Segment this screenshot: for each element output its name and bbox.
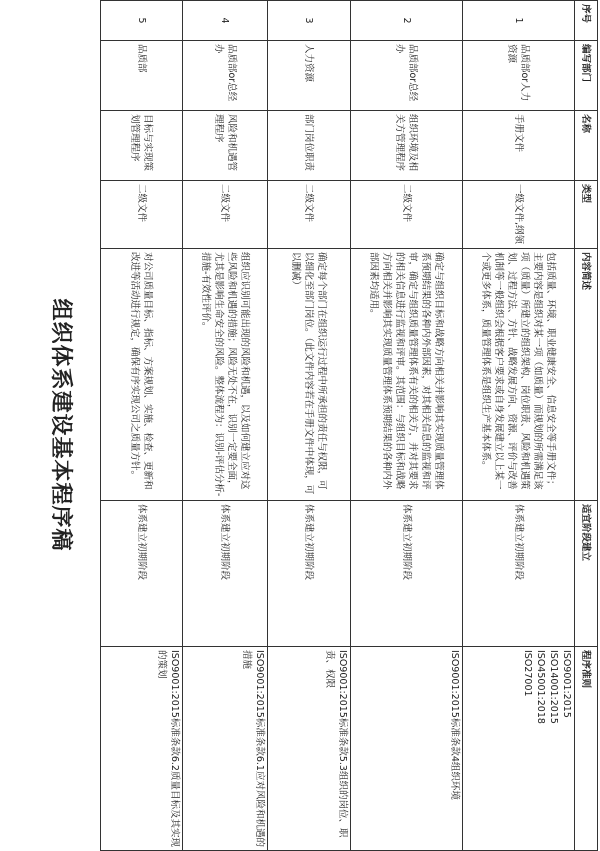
cell-stage: 体系建立初期阶段	[101, 501, 183, 647]
std-line: ISO9001:2015	[561, 650, 572, 718]
cell-dept: 品质部	[101, 41, 183, 111]
header-dept: 编写部门	[575, 41, 598, 111]
header-no: 序号	[575, 1, 598, 41]
std-line: ISO9001:2015标准条款4组织环境	[449, 650, 460, 800]
std-line: ISO14001:2015	[548, 650, 559, 724]
cell-stage: 体系建立初期阶段	[183, 501, 268, 647]
cell-no: 2	[351, 1, 463, 41]
cell-name: 风险和机遇管理程序	[183, 111, 268, 181]
header-desc: 内容简述	[575, 249, 598, 501]
cell-name: 部门岗位职责	[268, 111, 351, 181]
table-row	[183, 1, 268, 851]
header-name: 名称	[575, 111, 598, 181]
cell-type: 二级文件	[101, 181, 183, 249]
cell-desc: 确定每个部门在组织运行过程中所承担的责任与权限，可以细化至部门岗位。（此文件内容若在手册文件中体现，可以删减）	[268, 249, 351, 501]
std-line: ISO27001	[522, 650, 533, 697]
cell-desc: 包括质量、环境、职业健康安全、信息安全等手册文件；主要内容是组织对某一项（如质量）而规划的所需满足该项（质量）所建立的组织架构、岗位职责、风险和机遇策划、过程方法、方针、战略发展方向、资源、评价与改善机制等一般组织会根据客户要求或自身发展建立以上某一个或更多体系，质量管理体系是组织生产基本体系。	[463, 249, 575, 501]
table-row	[463, 1, 575, 851]
cell-dept: 品质部or总经办	[351, 41, 463, 111]
document-title: 组织体系建设基本程序稿	[48, 298, 73, 552]
cell-desc: 组织应识别可能出现的风险和机遇，以及如何建立应对这些风险和机遇的措施；风险无处不在，识别一定要全面，尤其是影响生命安全的风险。整体流程为：识别-评估分析-措施-有效性评价。	[183, 249, 268, 501]
table-row	[351, 1, 463, 851]
cell-name: 组织环境及相关方管理程序	[351, 111, 463, 181]
cell-stage: 体系建立初期阶段	[351, 501, 463, 647]
std-line: ISO9001:2015标准条款6.2质量目标及其实现的策划	[156, 650, 180, 847]
header-std: 程序准则	[575, 647, 598, 851]
cell-stage: 体系建立初期阶段	[463, 501, 575, 647]
cell-std	[351, 647, 463, 851]
cell-type: 二级文件	[268, 181, 351, 249]
cell-dept: 品质部or人力资源	[463, 41, 575, 111]
cell-std	[101, 647, 183, 851]
cell-desc: 确定与组织目标和战略方向相关并影响其实现质量管理体系预期结果的各种内外部因素，对其相关信息的监视和评审，确定与组织质量管理体系有关的相关方，并对其要求的相关信息进行监视和评审。其范围：与组织目标和战略方向相关并影响其实现质量管理体系预期结果的各种内外部因素均适用。	[351, 249, 463, 501]
header-stage: 适宜阶段建立	[575, 501, 598, 647]
std-line: ISO9001:2015标准条款6.1应对风险和机遇的措施	[241, 650, 265, 847]
cell-type: 一级文件,纲领	[463, 181, 575, 249]
cell-stage: 体系建立初期阶段	[268, 501, 351, 647]
cell-desc: 对公司质量目标、指标、方案规划、实施、检查、更新和改进等活动进行规定，确保有序实现公司之质量方针。	[101, 249, 183, 501]
procedure-table	[100, 0, 598, 851]
cell-no: 4	[183, 1, 268, 41]
table-header-row	[575, 1, 598, 851]
table-row	[268, 1, 351, 851]
cell-dept: 人力资源	[268, 41, 351, 111]
cell-no: 5	[101, 1, 183, 41]
table-row	[101, 1, 183, 851]
cell-std	[183, 647, 268, 851]
std-line: ISO45001:2018	[535, 650, 546, 724]
cell-name: 手册文件	[463, 111, 575, 181]
cell-type: 二级文件	[183, 181, 268, 249]
cell-dept: 品质部or总经办	[183, 41, 268, 111]
cell-name: 目标与实现策划管理程序	[101, 111, 183, 181]
cell-std	[463, 647, 575, 851]
cell-std	[268, 647, 351, 851]
cell-type: 二级文件	[351, 181, 463, 249]
cell-no: 3	[268, 1, 351, 41]
header-type: 类型	[575, 181, 598, 249]
std-line: ISO9001:2015标准条款5.3组织的岗位、职责、权限	[324, 650, 348, 838]
cell-no: 1	[463, 1, 575, 41]
